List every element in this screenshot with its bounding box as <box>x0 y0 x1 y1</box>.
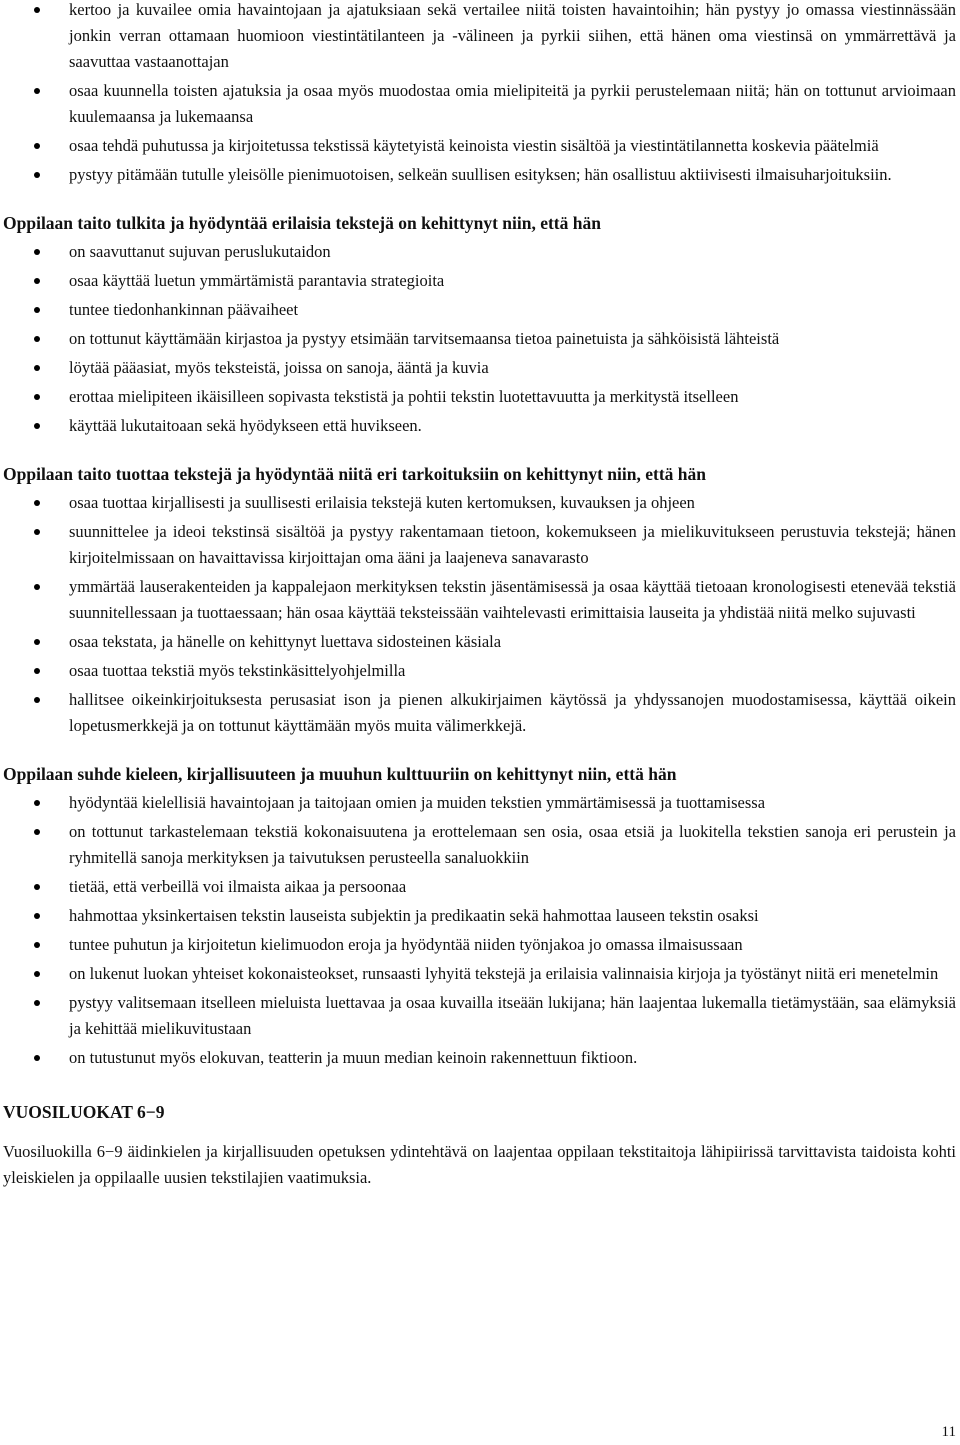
bullet-list <box>0 790 960 1071</box>
list-item: käyttää lukutaitoaan sekä hyödykseen että huvikseen. <box>0 413 960 439</box>
bullet-list <box>0 490 960 739</box>
list-item: hahmottaa yksinkertaisen tekstin lauseista subjektin ja predikaatin sekä hahmottaa lauseen tekstin osaksi <box>0 903 960 929</box>
list-item: löytää pääasiat, myös teksteistä, joissa on sanoja, ääntä ja kuvia <box>0 355 960 381</box>
list-item: pystyy pitämään tutulle yleisölle pienimuotoisen, selkeän suullisen esityksen; hän osallistuu aktiivisesti ilmaisuharjoituksiin. <box>0 162 960 188</box>
section-reading <box>0 210 960 439</box>
list-item: osaa tekstata, ja hänelle on kehittynyt luettava sidosteinen käsiala <box>0 629 960 655</box>
list-item: suunnittelee ja ideoi tekstinsä sisältöä ja pystyy rakentamaan tietoon, kokemukseen ja mielikuvitukseen perustuvia tekstejä; hänen kirjoitelmissaan on havaittavissa kirjoittajan oma ääni ja laajeneva sanavarasto <box>0 519 960 571</box>
list-item: pystyy valitsemaan itselleen mieluista luettavaa ja osaa kuvailla itseään lukijana; hän laajentaa lukemalla tietämystään, saa elämyksiä ja kehittää mielikuvitustaan <box>0 990 960 1042</box>
list-item: kertoo ja kuvailee omia havaintojaan ja ajatuksiaan sekä vertailee niitä toisten havaintoihin; hän pystyy jo omassa viestinnässään jonkin verran ottamaan huomioon viestintätilanteen ja -välineen ja pyrkii siihen, että hänen oma viestinsä on ymmärrettävä ja saavuttaa vastaanottajan <box>0 0 960 75</box>
section-language <box>0 761 960 1071</box>
list-item: hallitsee oikeinkirjoituksesta perusasiat ison ja pienen alkukirjaimen käytössä ja yhdyssanojen muodostamisessa, käyttää oikein lopetusmerkkejä ja on tottunut käyttämään myös muita välimerkkejä. <box>0 687 960 739</box>
list-item: osaa käyttää luetun ymmärtämistä parantavia strategioita <box>0 268 960 294</box>
list-item: on lukenut luokan yhteiset kokonaisteokset, runsaasti lyhyitä tekstejä ja erilaisia valinnaisia kirjoja ja työstänyt niitä eri menetelmin <box>0 961 960 987</box>
list-item: tuntee puhutun ja kirjoitetun kielimuodon eroja ja hyödyntää niiden työnjakoa jo omassa ilmaisussaan <box>0 932 960 958</box>
bullet-list-top <box>0 0 960 188</box>
list-item: on tottunut tarkastelemaan tekstiä kokonaisuutena ja erottelemaan sen osia, osaa etsiä ja luokitella tekstien sanoja eri perustein ja ryhmitellä sanoja merkityksen ja taivutuksen perusteella sanaluokkiin <box>0 819 960 871</box>
section-heading: VUOSILUOKAT 6−9 <box>3 1102 165 1122</box>
list-item: tuntee tiedonhankinnan päävaiheet <box>0 297 960 323</box>
list-item: on saavuttanut sujuvan peruslukutaidon <box>0 239 960 265</box>
section-grades <box>0 1099 960 1191</box>
list-item: on tutustunut myös elokuvan, teatterin ja muun median keinoin rakennettuun fiktioon. <box>0 1045 960 1071</box>
list-item: erottaa mielipiteen ikäisilleen sopivasta tekstistä ja pohtii tekstin luotettavuutta ja merkitystä itselleen <box>0 384 960 410</box>
section-heading: Oppilaan suhde kieleen, kirjallisuuteen ja muuhun kulttuuriin on kehittynyt niin, että hän <box>3 764 677 784</box>
list-item: ymmärtää lauserakenteiden ja kappalejaon merkityksen tekstin jäsentämisessä ja osaa käyttää tietoaan kronologisesti etenevää tekstiä suunnitellessaan ja tuottaessaan; hän osaa käyttää teksteissään vaihtelevasti erimittaisia lauseita ja yhdistää niitä melko sujuvasti <box>0 574 960 626</box>
section-heading: Oppilaan taito tulkita ja hyödyntää erilaisia tekstejä on kehittynyt niin, että hän <box>3 213 601 233</box>
bullet-list <box>0 239 960 439</box>
list-item: osaa tuottaa tekstiä myös tekstinkäsittelyohjelmilla <box>0 658 960 684</box>
list-item: osaa tehdä puhutussa ja kirjoitetussa tekstissä käytetyistä keinoista viestin sisältöä ja viestintätilannetta koskevia päätelmiä <box>0 133 960 159</box>
page-number: 11 <box>941 1424 956 1440</box>
list-item: osaa kuunnella toisten ajatuksia ja osaa myös muodostaa omia mielipiteitä ja pyrkii perustelemaan niitä; hän on tottunut arvioimaan kuulemaansa ja lukemaansa <box>0 78 960 130</box>
list-item: on tottunut käyttämään kirjastoa ja pystyy etsimään tarvitsemaansa tietoa painetuista ja sähköisistä lähteistä <box>0 326 960 352</box>
section-writing <box>0 461 960 739</box>
list-item: osaa tuottaa kirjallisesti ja suullisesti erilaisia tekstejä kuten kertomuksen, kuvauksen ja ohjeen <box>0 490 960 516</box>
list-item: hyödyntää kielellisiä havaintojaan ja taitojaan omien ja muiden tekstien ymmärtämisessä ja tuottamisessa <box>0 790 960 816</box>
section-heading: Oppilaan taito tuottaa tekstejä ja hyödyntää niitä eri tarkoituksiin on kehittynyt niin, että hän <box>3 464 706 484</box>
list-item: tietää, että verbeillä voi ilmaista aikaa ja persoonaa <box>0 874 960 900</box>
intro-paragraph: Vuosiluokilla 6−9 äidinkielen ja kirjallisuuden opetuksen ydintehtävä on laajentaa oppilaan tekstitaitoja lähipiirissä tarvittavista taidoista kohti yleiskielen ja oppilaalle uusien tekstilajien vaatimuksia. <box>3 1142 956 1187</box>
